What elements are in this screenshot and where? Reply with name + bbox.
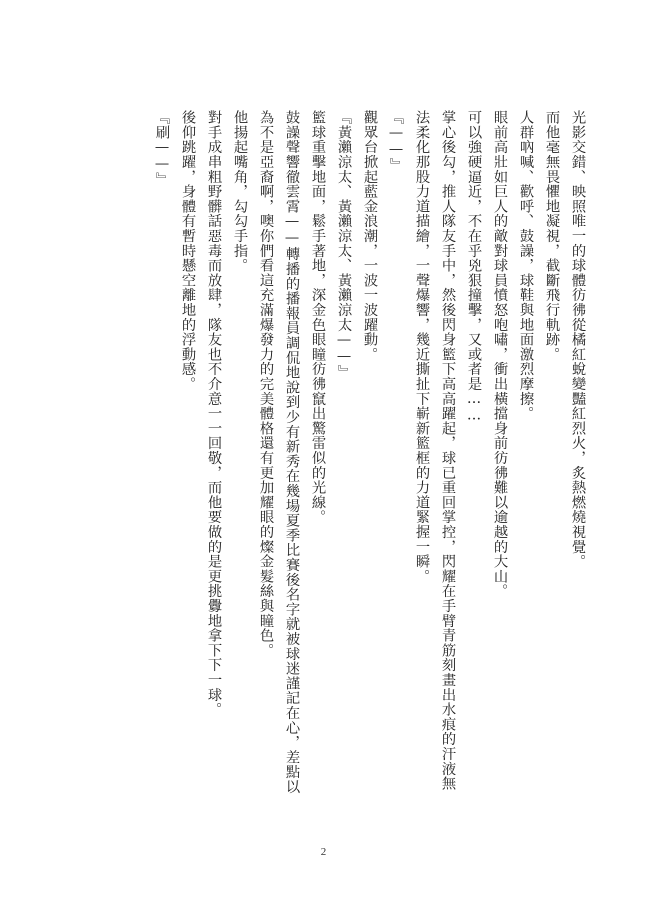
paragraph: 『黃瀨涼太、黃瀨涼太、黃瀨涼太——』: [336, 110, 352, 380]
paragraph: 人群吶喊、歡呼、鼓譟，球鞋與地面激烈摩擦。: [518, 110, 534, 421]
paragraph: 鼓譟聲響徹雲霄——轉播的播報員調侃地說到少有新秀在幾場夏季比賽後名字就被球迷謹記在心，差點以為不是亞裔啊，噢你們看這充滿爆發力的完美體格還有更加耀眼的燦金髮絲與瞳色。: [258, 110, 300, 795]
paragraph: 光影交錯、映照唯一的球體彷彿從橘紅蛻變豔紅烈火，炙熱燃燒視覺。: [570, 110, 586, 569]
page-number: 2: [320, 846, 327, 858]
paragraph: 籃球重擊地面，鬆手著地，深金色眼瞳彷彿竄出驚雷似的光線。: [310, 110, 326, 525]
paragraph: 觀眾台掀起藍金浪潮，一波一波躍動。: [362, 110, 378, 362]
paragraph: 『刷——』: [154, 110, 170, 188]
paragraph: 他揚起嘴角，勾勾手指。: [232, 110, 248, 273]
paragraph: 後仰跳躍，身體有暫時懸空離地的浮動感。: [180, 110, 196, 392]
paragraph: 對手成串粗野髒話惡毒而放肆，隊友也不介意一一回敬，而他要做的是更挑釁地拿下下一球。: [206, 110, 222, 717]
paragraph: 『——』: [388, 110, 404, 173]
paragraph: 而他毫無畏懼地凝視，截斷飛行軌跡。: [544, 110, 560, 362]
paragraph: 眼前高壯如巨人的敵對球員憤怒咆嘯，衝出橫擋身前彷彿難以逾越的大山。: [492, 110, 508, 599]
paragraph: 掌心後勾，推人隊友手中，然後閃身籃下高高躍起，球已重回掌控，閃耀在手臂青筋刻畫出水痕的汗液無法柔化那股力道描繪，一聲爆響，幾近撕扯下嶄新籃框的力道緊握一瞬。: [414, 110, 456, 791]
body-text: [149, 110, 591, 800]
paragraph: 可以強硬逼近，不在乎兇狠撞擊，又或者是……: [466, 110, 482, 425]
